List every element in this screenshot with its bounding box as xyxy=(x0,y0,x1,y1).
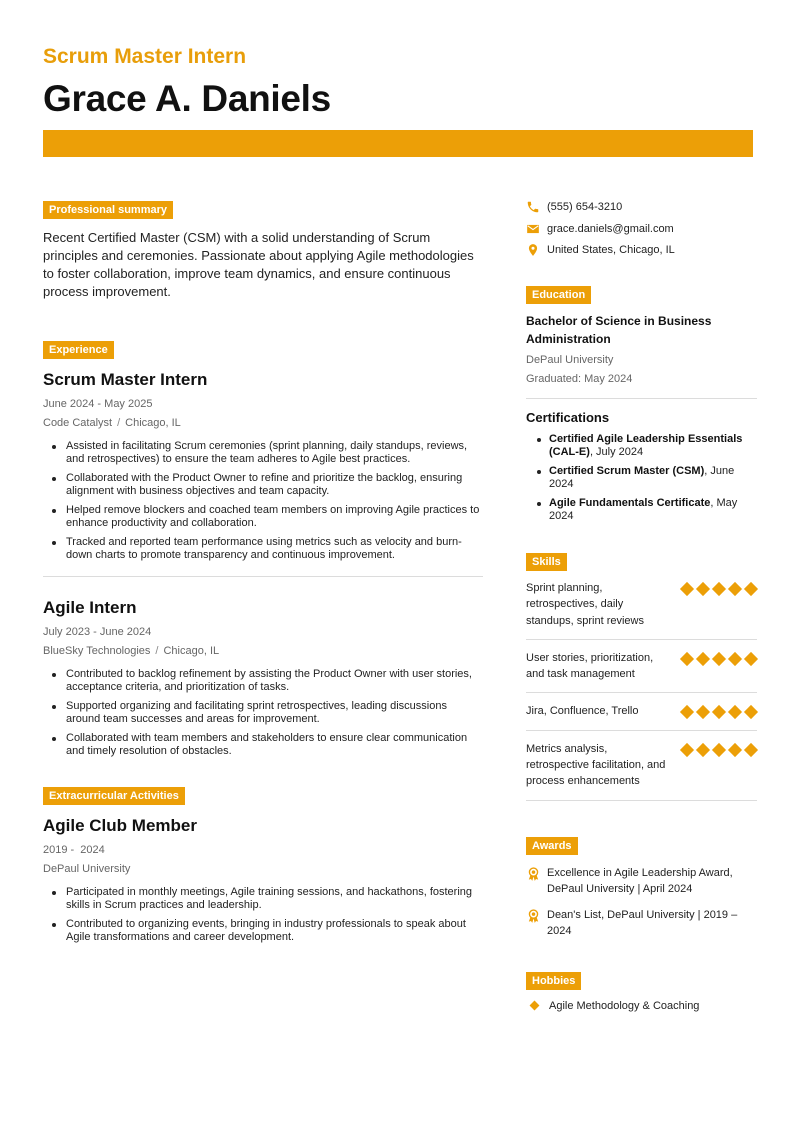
experience-company-line xyxy=(43,644,483,658)
section-label-awards: Awards xyxy=(526,837,578,855)
rating-dot xyxy=(712,652,726,666)
location-text: United States, Chicago, IL xyxy=(547,244,675,256)
certification-name: Certified Agile Leadership Essentials (CAL-E) xyxy=(549,433,743,458)
experience-dates: July 2023 - June 2024 xyxy=(43,626,152,638)
phone-icon xyxy=(526,200,540,214)
rating-dot xyxy=(712,582,726,596)
left-column xyxy=(43,200,483,950)
bullet-item: Supported organizing and facilitating sprint retrospectives, leading discussions around team successes and areas for improvement. xyxy=(43,700,483,726)
bullet-item: Assisted in facilitating Scrum ceremonies (sprint planning, daily standups, reviews, and retrospectives) to ensure the team adheres to Agile best practices. xyxy=(43,440,483,466)
experience-role: Scrum Master Intern xyxy=(43,370,208,389)
skill-row xyxy=(526,731,757,801)
skill-rating xyxy=(681,744,757,790)
right-column xyxy=(526,200,757,1012)
contact-location xyxy=(526,243,757,257)
section-label-summary: Professional summary xyxy=(43,201,173,219)
rating-dot xyxy=(744,743,758,757)
header-accent-bar xyxy=(43,130,753,157)
bullet-item: Tracked and reported team performance using metrics such as velocity and burn-down charts to promote transparency and continuous improvement. xyxy=(43,536,483,562)
rating-dot xyxy=(728,652,742,666)
section-label-education: Education xyxy=(526,286,591,304)
education-graduated: Graduated: May 2024 xyxy=(526,373,633,385)
rating-dot xyxy=(744,582,758,596)
experience-role: Agile Intern xyxy=(43,598,137,617)
activity-role: Agile Club Member xyxy=(43,816,197,835)
rating-dot xyxy=(680,652,694,666)
experience-bullets xyxy=(43,440,483,562)
rating-dot xyxy=(744,652,758,666)
skill-name: Jira, Confluence, Trello xyxy=(526,705,639,718)
phone-text: (555) 654-3210 xyxy=(547,201,623,213)
divider xyxy=(43,576,483,577)
job-title: Scrum Master Intern xyxy=(43,45,247,68)
skill-name: User stories, prioritization, and task management xyxy=(526,651,654,681)
separator: / xyxy=(155,645,159,657)
resume-header xyxy=(43,44,753,122)
rating-dot xyxy=(696,582,710,596)
hobby-text: Agile Methodology & Coaching xyxy=(549,999,700,1012)
candidate-name: Grace A. Daniels xyxy=(43,78,331,119)
award-text: Excellence in Agile Leadership Award, DePaul University | April 2024 xyxy=(547,866,733,895)
award-medal-icon xyxy=(526,908,541,924)
rating-dot xyxy=(696,652,710,666)
contact-email xyxy=(526,222,757,236)
award-item xyxy=(526,865,757,897)
experience-company: Code Catalyst xyxy=(43,417,113,429)
activity-bullets xyxy=(43,886,483,944)
rating-dot xyxy=(728,582,742,596)
certification-name: Agile Fundamentals Certificate xyxy=(549,497,711,509)
contact-phone xyxy=(526,200,757,214)
award-item xyxy=(526,907,757,939)
rating-dot xyxy=(728,743,742,757)
section-label-experience: Experience xyxy=(43,341,114,359)
rating-dot xyxy=(696,743,710,757)
bullet-item: Participated in monthly meetings, Agile training sessions, and hackathons, fostering skills in Scrum practices and leadership. xyxy=(43,886,483,912)
skills-list xyxy=(526,580,757,801)
certification-name: Certified Scrum Master (CSM) xyxy=(549,465,705,477)
certification-date: , May 2024 xyxy=(549,497,738,522)
rating-dot xyxy=(728,705,742,719)
rating-dot xyxy=(712,743,726,757)
extracurricular-item xyxy=(43,815,483,944)
education-school: DePaul University xyxy=(526,354,614,366)
experience-dates: June 2024 - May 2025 xyxy=(43,398,153,410)
experience-item xyxy=(43,597,483,758)
bullet-item: Contributed to organizing events, bringing in industry professionals to speak about Agile transformations and career development. xyxy=(43,918,483,944)
separator: / xyxy=(117,417,121,429)
divider xyxy=(526,398,757,399)
experience-company: BlueSky Technologies xyxy=(43,645,151,657)
bullet-item: Collaborated with team members and stakeholders to ensure clear communication and timely resolution of obstacles. xyxy=(43,732,483,758)
skill-row xyxy=(526,580,757,640)
certifications-heading: Certifications xyxy=(526,410,610,425)
skill-name: Metrics analysis, retrospective facilitation, and process enhancements xyxy=(526,742,666,788)
rating-dot xyxy=(696,705,710,719)
professional-summary: Recent Certified Master (CSM) with a solid understanding of Scrum principles and ceremonies. Passionate about applying Agile methodologies to foster collaboration, improve team dynamics, and ensure continuous process improvement. xyxy=(43,230,474,299)
rating-dot xyxy=(744,705,758,719)
certification-item xyxy=(526,497,757,523)
hobby-diamond-icon xyxy=(530,1001,540,1011)
skill-rating xyxy=(681,583,757,629)
experience-location: Chicago, IL xyxy=(163,645,220,657)
awards-list xyxy=(526,865,757,939)
rating-dot xyxy=(680,743,694,757)
rating-dot xyxy=(712,705,726,719)
section-label-extracurricular: Extracurricular Activities xyxy=(43,787,185,805)
map-pin-icon xyxy=(526,243,540,257)
education-item xyxy=(526,312,757,386)
experience-company-line xyxy=(43,416,483,430)
education-degree: Bachelor of Science in Business Administration xyxy=(526,314,712,346)
bullet-item: Collaborated with the Product Owner to refine and prioritize the backlog, ensuring alignment with business objectives and team capacity. xyxy=(43,472,483,498)
section-label-hobbies: Hobbies xyxy=(526,972,581,990)
rating-dot xyxy=(680,582,694,596)
award-text: Dean's List, DePaul University | 2019 – 2024 xyxy=(547,908,738,937)
bullet-item: Contributed to backlog refinement by assisting the Product Owner with user stories, acceptance criteria, and prioritization of tasks. xyxy=(43,668,483,694)
experience-location: Chicago, IL xyxy=(125,417,181,429)
experience-bullets xyxy=(43,668,483,758)
rating-dot xyxy=(680,705,694,719)
experience-item xyxy=(43,369,483,562)
section-label-skills: Skills xyxy=(526,553,567,571)
skill-rating xyxy=(681,706,757,719)
skill-name: Sprint planning, retrospectives, daily standups, sprint reviews xyxy=(526,582,644,627)
activity-org: DePaul University xyxy=(43,863,131,875)
hobby-item xyxy=(526,1000,757,1012)
certification-item xyxy=(526,465,757,491)
certification-date: , June 2024 xyxy=(549,465,735,490)
bullet-item: Helped remove blockers and coached team members on improving Agile practices to enhance productivity and collaboration. xyxy=(43,504,483,530)
envelope-icon xyxy=(526,222,540,236)
skill-row xyxy=(526,640,757,694)
award-medal-icon xyxy=(526,866,541,882)
skill-row xyxy=(526,693,757,730)
certification-date: , July 2024 xyxy=(589,446,644,458)
activity-dates: 2019 - 2024 xyxy=(43,844,105,856)
contact-block xyxy=(526,200,757,257)
certification-item xyxy=(526,433,757,459)
email-text: grace.daniels@gmail.com xyxy=(547,222,674,235)
skill-rating xyxy=(681,653,757,683)
certifications-list xyxy=(526,433,757,523)
